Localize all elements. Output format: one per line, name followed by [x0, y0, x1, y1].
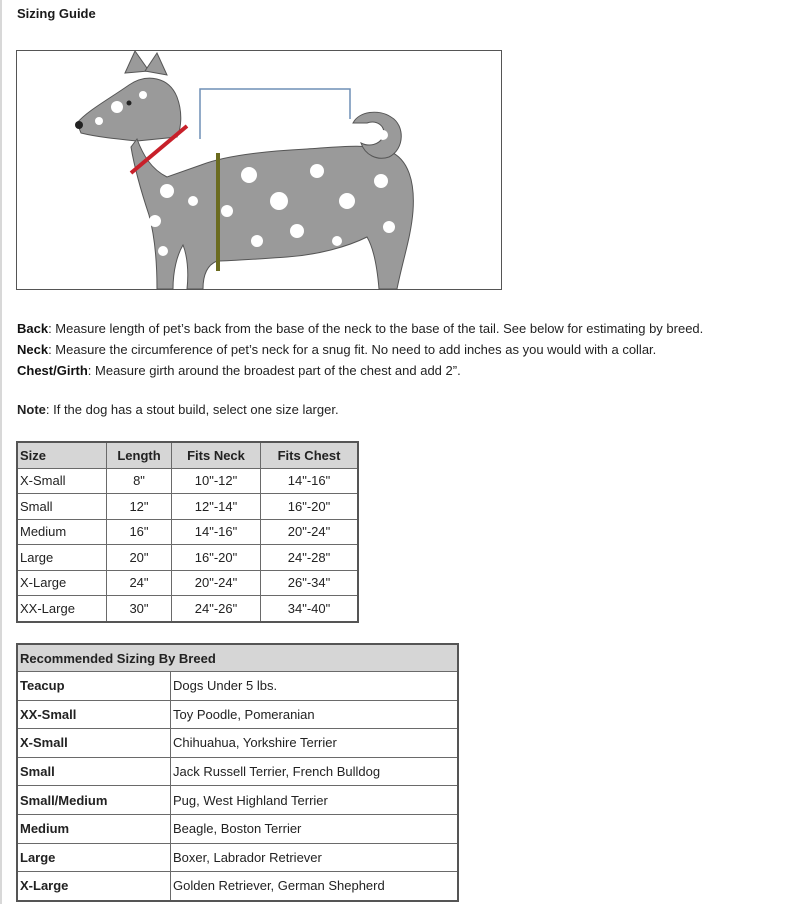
neck-cell: 10"-12"	[172, 468, 261, 494]
breed-table	[16, 643, 459, 902]
breed-names-cell: Boxer, Labrador Retriever	[171, 843, 459, 872]
breed-size-cell: Small/Medium	[17, 786, 171, 815]
length-header: Length	[107, 442, 172, 468]
breed-size-cell: X-Large	[17, 872, 171, 901]
page-title: Sizing Guide	[17, 6, 96, 21]
table-row	[17, 494, 358, 520]
breed-names-cell: Golden Retriever, German Shepherd	[171, 872, 459, 901]
fits-chest-header: Fits Chest	[261, 442, 359, 468]
left-border	[0, 0, 2, 904]
table-row	[17, 570, 358, 596]
neck-cell: 12"-14"	[172, 494, 261, 520]
size-header: Size	[17, 442, 107, 468]
chest-cell: 20"-24"	[261, 519, 359, 545]
note-text: : If the dog has a stout build, select one size larger.	[45, 402, 339, 417]
chest-cell: 14"-16"	[261, 468, 359, 494]
breed-table-header-row	[17, 644, 458, 672]
table-row	[17, 468, 358, 494]
note-label: Note	[17, 402, 46, 417]
chest-label: Chest/Girth	[17, 363, 88, 378]
chest-cell: 26"-34"	[261, 570, 359, 596]
breed-table-title: Recommended Sizing By Breed	[17, 644, 458, 672]
size-cell: X-Small	[17, 468, 107, 494]
size-cell: XX-Large	[17, 596, 107, 622]
neck-label: Neck	[17, 342, 49, 357]
dog-illustration	[17, 51, 502, 290]
breed-size-cell: Medium	[17, 814, 171, 843]
breed-names-cell: Pug, West Highland Terrier	[171, 786, 459, 815]
breed-size-cell: X-Small	[17, 729, 171, 758]
length-cell: 8"	[107, 468, 172, 494]
length-cell: 16"	[107, 519, 172, 545]
size-cell: Medium	[17, 519, 107, 545]
back-instruction	[17, 318, 797, 339]
dog-measurement-figure	[16, 50, 502, 290]
neck-cell: 14"-16"	[172, 519, 261, 545]
table-row	[17, 843, 458, 872]
chest-cell: 34"-40"	[261, 596, 359, 622]
table-row	[17, 872, 458, 901]
breed-size-cell: Small	[17, 757, 171, 786]
table-row	[17, 672, 458, 701]
size-cell: Small	[17, 494, 107, 520]
length-cell: 30"	[107, 596, 172, 622]
note	[17, 402, 339, 417]
breed-names-cell: Jack Russell Terrier, French Bulldog	[171, 757, 459, 786]
neck-cell: 24"-26"	[172, 596, 261, 622]
back-text: : Measure length of pet’s back from the base of the neck to the base of the tail. See below for estimating by breed.	[48, 321, 704, 336]
breed-names-cell: Toy Poodle, Pomeranian	[171, 700, 459, 729]
chest-cell: 16"-20"	[261, 494, 359, 520]
breed-size-cell: XX-Small	[17, 700, 171, 729]
neck-instruction	[17, 339, 797, 360]
table-row	[17, 545, 358, 571]
breed-names-cell: Beagle, Boston Terrier	[171, 814, 459, 843]
neck-cell: 20"-24"	[172, 570, 261, 596]
measurement-instructions	[17, 318, 797, 381]
breed-names-cell: Chihuahua, Yorkshire Terrier	[171, 729, 459, 758]
table-row	[17, 700, 458, 729]
table-row	[17, 786, 458, 815]
length-cell: 12"	[107, 494, 172, 520]
size-cell: Large	[17, 545, 107, 571]
length-cell: 24"	[107, 570, 172, 596]
size-table	[16, 441, 359, 623]
back-label: Back	[17, 321, 49, 336]
length-cell: 20"	[107, 545, 172, 571]
table-row	[17, 596, 358, 622]
neck-cell: 16"-20"	[172, 545, 261, 571]
chest-text: : Measure girth around the broadest part of the chest and add 2”.	[87, 363, 461, 378]
table-row	[17, 814, 458, 843]
table-row	[17, 757, 458, 786]
size-cell: X-Large	[17, 570, 107, 596]
breed-names-cell: Dogs Under 5 lbs.	[171, 672, 459, 701]
table-row	[17, 519, 358, 545]
dog-nose	[75, 121, 83, 129]
neck-text: : Measure the circumference of pet’s neck for a snug fit. No need to add inches as you would with a collar.	[48, 342, 657, 357]
chest-instruction	[17, 360, 797, 381]
size-table-header-row	[17, 442, 358, 468]
breed-size-cell: Teacup	[17, 672, 171, 701]
fits-neck-header: Fits Neck	[172, 442, 261, 468]
chest-cell: 24"-28"	[261, 545, 359, 571]
back-measurement-line	[200, 89, 350, 139]
table-row	[17, 729, 458, 758]
breed-size-cell: Large	[17, 843, 171, 872]
dog-eye	[127, 101, 132, 106]
